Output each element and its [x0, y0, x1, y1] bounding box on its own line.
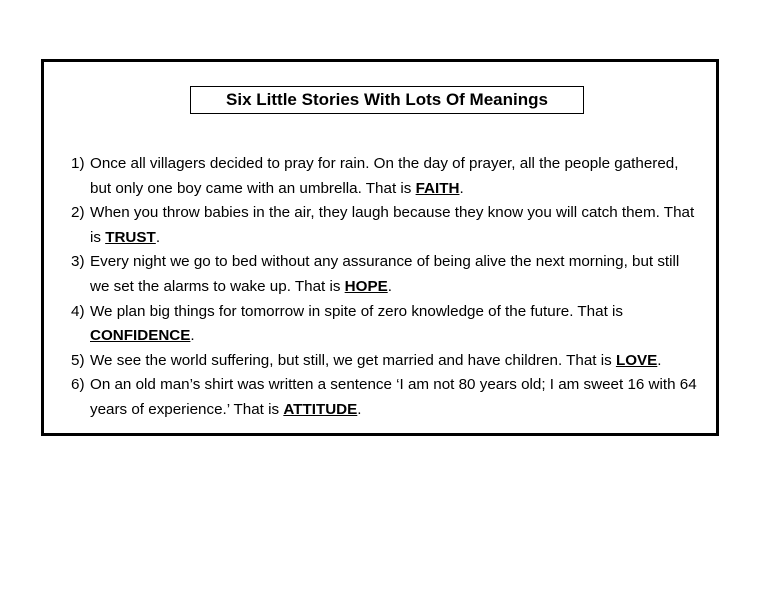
- stories-list: [71, 152, 701, 423]
- story-number: 3): [71, 253, 85, 271]
- story-3: [71, 250, 701, 299]
- story-text: We plan big things for tomorrow in spite of zero knowledge of the future. That is: [90, 302, 623, 320]
- story-keyword: FAITH: [415, 179, 460, 197]
- story-keyword: TRUST: [105, 228, 156, 246]
- story-4: [71, 300, 701, 349]
- story-2: [71, 201, 701, 250]
- story-number: 4): [71, 302, 85, 320]
- story-end-punctuation: .: [155, 228, 161, 246]
- story-text: We see the world suffering, but still, we get married and have children. That is: [90, 351, 616, 369]
- story-end-punctuation: .: [459, 179, 464, 197]
- story-text: Every night we go to bed without any assurance of being alive the next morning, but still we set the alarms to wake up. That is: [90, 253, 680, 295]
- story-6: [71, 373, 701, 422]
- story-end-punctuation: .: [357, 400, 362, 418]
- story-number: 6): [71, 376, 85, 394]
- story-number: 5): [71, 351, 85, 369]
- story-text: On an old man’s shirt was written a sentence ‘I am not 80 years old; I am sweet 16 with 64 years of experience.’ That is: [90, 376, 697, 418]
- story-number: 1): [71, 155, 85, 172]
- story-text: Once all villagers decided to pray for rain. On the day of prayer, all the people gathered, but only one boy came with an umbrella. That is: [90, 155, 679, 197]
- story-keyword: LOVE: [615, 351, 658, 369]
- story-keyword: ATTITUDE: [283, 400, 358, 418]
- story-end-punctuation: .: [657, 351, 662, 369]
- story-text: When you throw babies in the air, they laugh because they know you will catch them. That is: [90, 204, 695, 246]
- story-end-punctuation: .: [190, 327, 195, 345]
- story-keyword: HOPE: [344, 277, 388, 295]
- story-1: [71, 152, 701, 201]
- document-frame: [41, 59, 719, 436]
- story-end-punctuation: .: [387, 277, 392, 295]
- story-5: [71, 349, 701, 374]
- document-title: Six Little Stories With Lots Of Meanings: [190, 86, 584, 114]
- story-number: 2): [71, 204, 85, 222]
- story-keyword: CONFIDENCE: [90, 327, 191, 345]
